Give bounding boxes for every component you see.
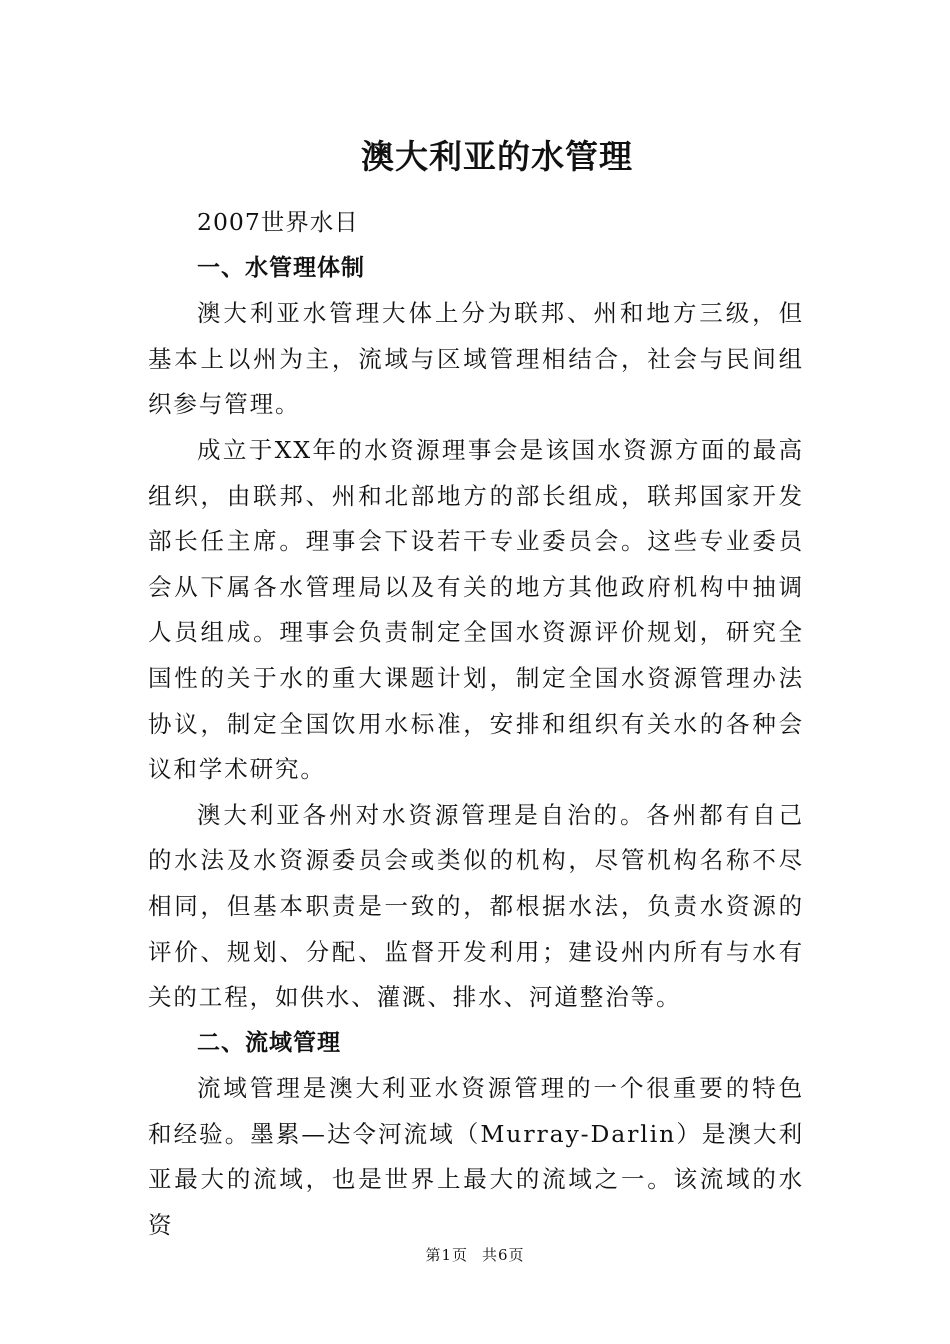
paragraph: 澳大利亚水管理大体上分为联邦、州和地方三级，但基本上以州为主，流域与区域管理相结合，社会与民间组织参与管理。 bbox=[148, 299, 804, 419]
document-body bbox=[148, 200, 804, 1249]
section-heading-basin-management: 二、流域管理 bbox=[197, 1029, 341, 1056]
date-line: 2007世界水日 bbox=[197, 208, 359, 236]
page-total: 共6页 bbox=[482, 1246, 525, 1264]
document-title: 澳大利亚的水管理 bbox=[361, 137, 633, 176]
paragraph: 澳大利亚各州对水资源管理是自治的。各州都有自己的水法及水资源委员会或类似的机构，尽管机构名称不尽相同，但基本职责是一致的，都根据水法，负责水资源的评价、规划、分配、监督开发利用；建设州内所有与水有关的工程，如供水、灌溉、排水、河道整治等。 bbox=[148, 800, 804, 1012]
paragraph: 流域管理是澳大利亚水资源管理的一个很重要的特色和经验。墨累—达令河流域（Murray-Darlin）是澳大利亚最大的流域，也是世界上最大的流域之一。该流域的水资 bbox=[148, 1074, 804, 1240]
section-heading-management-system: 一、水管理体制 bbox=[197, 254, 365, 281]
page-number: 第1页 bbox=[425, 1246, 468, 1264]
page-footer bbox=[0, 1244, 950, 1266]
paragraph: 成立于XX年的水资源理事会是该国水资源方面的最高组织，由联邦、州和北部地方的部长组成，联邦国家开发部长任主席。理事会下设若干专业委员会。这些专业委员会从下属各水管理局以及有关的地方其他政府机构中抽调人员组成。理事会负责制定全国水资源评价规划，研究全国性的关于水的重大课题计划，制定全国水资源管理办法协议，制定全国饮用水标准，安排和组织有关水的各种会议和学术研究。 bbox=[148, 435, 804, 784]
